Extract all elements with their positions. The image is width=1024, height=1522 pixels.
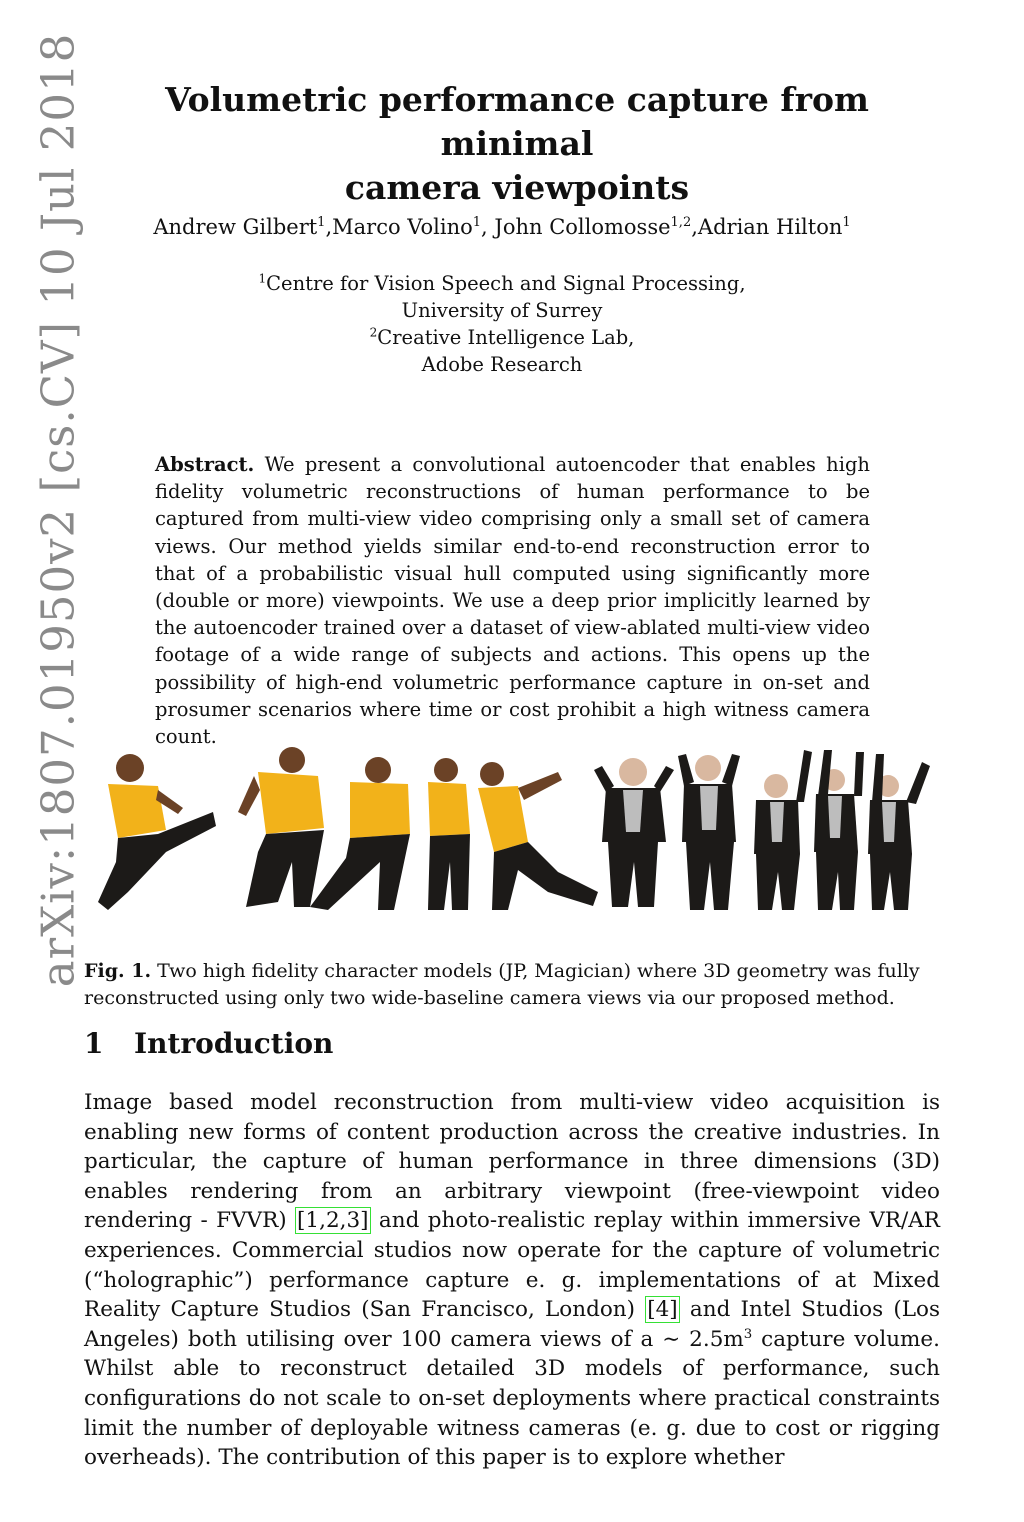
section-number: 1 xyxy=(84,1027,104,1060)
affiliations xyxy=(100,270,904,378)
jp-model-2 xyxy=(238,747,324,907)
author-affiliation-mark: 1,2 xyxy=(670,215,692,230)
jp-model-4 xyxy=(428,758,470,910)
section-title: Introduction xyxy=(134,1027,334,1060)
author-separator: , xyxy=(325,215,333,239)
intro-text: and photo-realistic replay within immersive VR/AR experiences. Commercial studios now operate for the capture of volumetric (“holographic”) performance capture e. g. implementations of at Mixed Reality Capture Studios (San Francisco, London) xyxy=(84,1208,940,1323)
figure-1-character-models xyxy=(88,742,938,922)
author-separator: , xyxy=(481,215,495,239)
author-affiliation-mark: 1 xyxy=(317,215,326,230)
author-affiliation-mark: 1 xyxy=(842,215,851,230)
magician-model-5 xyxy=(868,754,930,910)
introduction-paragraph xyxy=(84,1088,940,1473)
affiliation-1-line-1 xyxy=(100,270,904,297)
superscript: 3 xyxy=(743,1326,753,1342)
jp-model-3 xyxy=(310,757,410,910)
author-name: Marco Volino xyxy=(332,215,473,239)
author-separator: , xyxy=(691,215,698,239)
title-line-2: camera viewpoints xyxy=(344,168,690,207)
arxiv-identifier: arXiv:1807.01950v2 [cs.CV] 10 Jul 2018 xyxy=(31,32,85,988)
author-name: John Collomosse xyxy=(494,215,671,239)
citation-link[interactable]: [1,2,3] xyxy=(297,1208,369,1234)
affiliation-mark: 2 xyxy=(369,325,378,340)
intro-text: Image based model reconstruction from multi-view video acquisition is enabling new forms of content production across the creative industries. In particular, the capture of human performance in three dimensions (3D) enables rendering from an arbitrary viewpoint (free-viewpoint video rendering - FVVR) xyxy=(84,1090,940,1234)
author-affiliation-mark: 1 xyxy=(472,215,482,230)
citation-link[interactable]: [4] xyxy=(647,1297,678,1323)
affiliation-mark: 1 xyxy=(258,271,267,286)
magician-model-3 xyxy=(754,750,812,910)
abstract-text: We present a convolutional autoencoder that enables high fidelity volumetric reconstructions of human performance to be captured from multi-view video comprising only a small set of camera views. Our method yields similar end-to-end reconstruction error to that of a probabilistic visual hull computed using significantly more (double or more) viewpoints. We use a deep prior implicitly learned by the autoencoder trained over a dataset of view-ablated multi-view video footage of a wide range of subjects and actions. This opens up the possibility of high-end volumetric performance capture in on-set and prosumer scenarios where time or cost prohibit a high witness camera count. xyxy=(155,453,870,749)
author-name: Andrew Gilbert xyxy=(153,215,318,239)
intro-text: capture volume. Whilst able to reconstruct detailed 3D models of performance, such configurations do not scale to on-set deployments where practical constraints limit the number of deployable witness cameras (e. g. due to cost or rigging overheads). The contribution of this paper is to explore whether xyxy=(84,1326,940,1471)
section-heading xyxy=(84,1027,333,1060)
magician-model-4 xyxy=(814,750,864,910)
figure-caption-text: Two high fidelity character models (JP, Magician) where 3D geometry was fully reconstructed using only two wide-baseline camera views via our proposed method. xyxy=(84,960,920,1009)
affiliation-text: Creative Intelligence Lab, xyxy=(377,326,635,349)
intro-text: and Intel Studios (Los Angeles) both utilising over 100 camera views of a ∼ 2.5m xyxy=(84,1297,940,1352)
figure-label: Fig. 1. xyxy=(84,960,152,982)
magician-model-2 xyxy=(678,754,740,910)
magician-model-1 xyxy=(594,758,674,907)
affiliation-2-line-2: Adobe Research xyxy=(421,353,583,376)
title-line-1: Volumetric performance capture from minimal xyxy=(165,80,869,163)
abstract-label: Abstract. xyxy=(155,453,255,476)
abstract xyxy=(155,451,870,750)
affiliation-2-line-1 xyxy=(100,324,904,351)
author-name: Adrian Hilton xyxy=(697,215,843,239)
figure-caption xyxy=(84,958,944,1012)
jp-model-5 xyxy=(478,762,598,910)
author-list xyxy=(100,215,904,239)
affiliation-text: Centre for Vision Speech and Signal Processing, xyxy=(266,272,746,295)
jp-model-1 xyxy=(98,754,216,910)
affiliation-1-line-2: University of Surrey xyxy=(401,299,603,322)
paper-title xyxy=(100,78,934,210)
